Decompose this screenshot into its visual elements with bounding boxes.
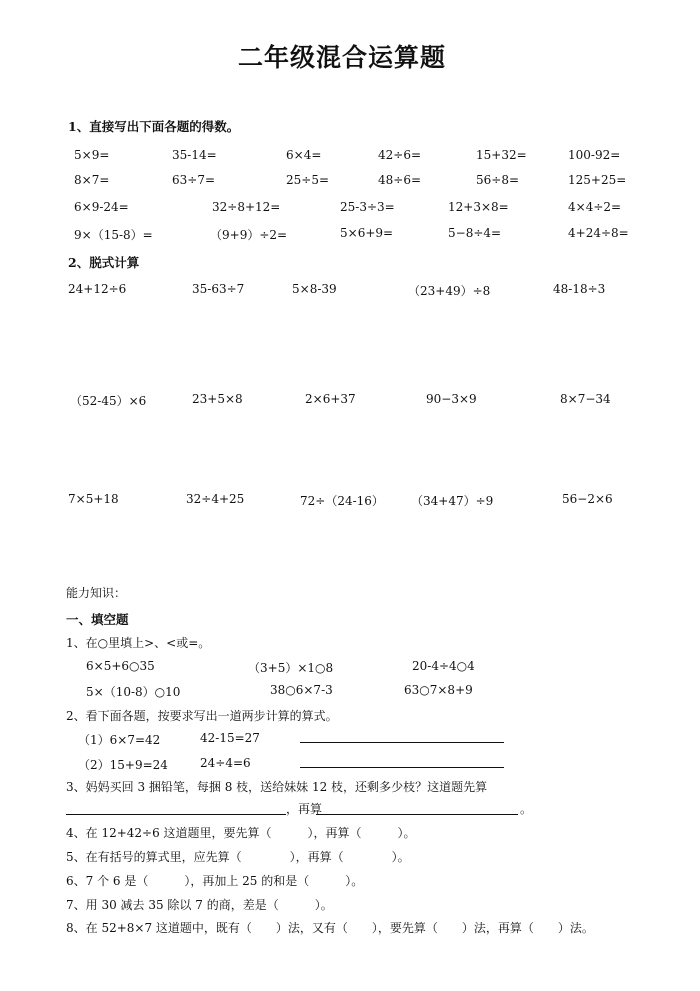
q2-eq: （2）15+9=24 — [78, 758, 168, 772]
section2-expr: 2×6+37 — [305, 392, 356, 406]
q3-mid: ，再算 — [286, 802, 323, 816]
section1-expr: （9+9）÷2= — [210, 228, 288, 242]
section2-expr: 90−3×9 — [426, 392, 477, 406]
q1-item: 63○7×8+9 — [404, 683, 473, 697]
section1-expr: 125+25= — [568, 173, 627, 187]
q2-text: 2、看下面各题，按要求写出一道两步计算的算式。 — [66, 709, 338, 723]
q1-item: 6×5+6○35 — [86, 659, 155, 673]
section1-expr: 35-14= — [172, 148, 217, 162]
section2-expr: （23+49）÷8 — [408, 284, 491, 298]
section2-expr: 32÷4+25 — [186, 492, 245, 506]
section1-expr: 32÷8+12= — [212, 200, 281, 214]
section2-expr: （34+47）÷9 — [411, 494, 494, 508]
q2-answer-line[interactable] — [300, 742, 504, 743]
section1-expr: 5−8÷4= — [448, 226, 502, 240]
section1-expr: 6×4= — [286, 148, 322, 162]
section1-expr: 5×6+9= — [340, 226, 394, 240]
q2-eq: 42-15=27 — [200, 731, 260, 745]
section2-expr: 8×7−34 — [560, 392, 611, 406]
section1-expr: 12+3×8= — [448, 200, 509, 214]
q4-text: 4、在 12+42÷6 这道题里，要先算（ ），再算（ ）。 — [66, 826, 416, 840]
q6-text: 6、7 个 6 是（ ），再加上 25 的和是（ ）。 — [66, 874, 364, 888]
section2-expr: （52-45）×6 — [70, 394, 147, 408]
q7-text: 7、用 30 减去 35 除以 7 的商，差是（ ）。 — [66, 898, 333, 912]
section2-expr: 7×5+18 — [68, 492, 119, 506]
section2-expr: 72÷（24-16） — [300, 494, 384, 508]
section2-heading: 2、脱式计算 — [68, 255, 140, 270]
section1-heading: 1、直接写出下面各题的得数。 — [68, 119, 240, 134]
section2-expr: 56−2×6 — [562, 492, 613, 506]
section2-expr: 35-63÷7 — [192, 282, 245, 296]
q1-item: 38○6×7-3 — [270, 683, 333, 697]
section1-expr: 8×7= — [74, 173, 110, 187]
q1-item: 20-4÷4○4 — [412, 659, 475, 673]
q5-text: 5、在有括号的算式里，应先算（ ），再算（ ）。 — [66, 850, 410, 864]
section1-expr: 6×9-24= — [74, 200, 129, 214]
fill-blank-heading: 一、填空题 — [66, 612, 129, 627]
section1-expr: 15+32= — [476, 148, 527, 162]
q1-item: 5×（10-8）○10 — [86, 685, 181, 699]
q3-text: 3、妈妈买回 3 捆铅笔，每捆 8 枝，送给妹妹 12 枝，还剩多少枝？这道题先算 — [66, 780, 488, 794]
section1-expr: 4×4÷2= — [568, 200, 622, 214]
q2-answer-line[interactable] — [300, 767, 504, 768]
section1-expr: 63÷7= — [172, 173, 216, 187]
q3-end: 。 — [520, 802, 533, 816]
q2-eq: 24÷4=6 — [200, 756, 251, 770]
section2-expr: 5×8-39 — [292, 282, 337, 296]
section1-expr: 25÷5= — [286, 173, 330, 187]
section1-expr: 25-3÷3= — [340, 200, 395, 214]
section2-expr: 48-18÷3 — [553, 282, 606, 296]
q1-item: （3+5）×1○8 — [248, 661, 334, 675]
section2-expr: 23+5×8 — [192, 392, 243, 406]
section1-expr: 4+24÷8= — [568, 226, 629, 240]
page-title: 二年级混合运算题 — [238, 43, 447, 72]
q1-text: 1、在○里填上>、<或=。 — [66, 636, 211, 650]
section1-expr: 5×9= — [74, 148, 110, 162]
section1-expr: 100-92= — [568, 148, 621, 162]
q3-answer-line[interactable] — [66, 814, 286, 815]
section1-expr: 56÷8= — [476, 173, 520, 187]
section1-expr: 42÷6= — [378, 148, 422, 162]
q3-answer-line[interactable] — [316, 814, 518, 815]
q2-eq: （1）6×7=42 — [78, 733, 161, 747]
ability-heading: 能力知识： — [66, 586, 127, 600]
q8-text: 8、在 52+8×7 这道题中，既有（ ）法，又有（ ），要先算（ ）法，再算（ ）法。 — [66, 921, 594, 935]
section1-expr: 48÷6= — [378, 173, 422, 187]
section1-expr: 9×（15-8）= — [74, 228, 153, 242]
section2-expr: 24+12÷6 — [68, 282, 127, 296]
